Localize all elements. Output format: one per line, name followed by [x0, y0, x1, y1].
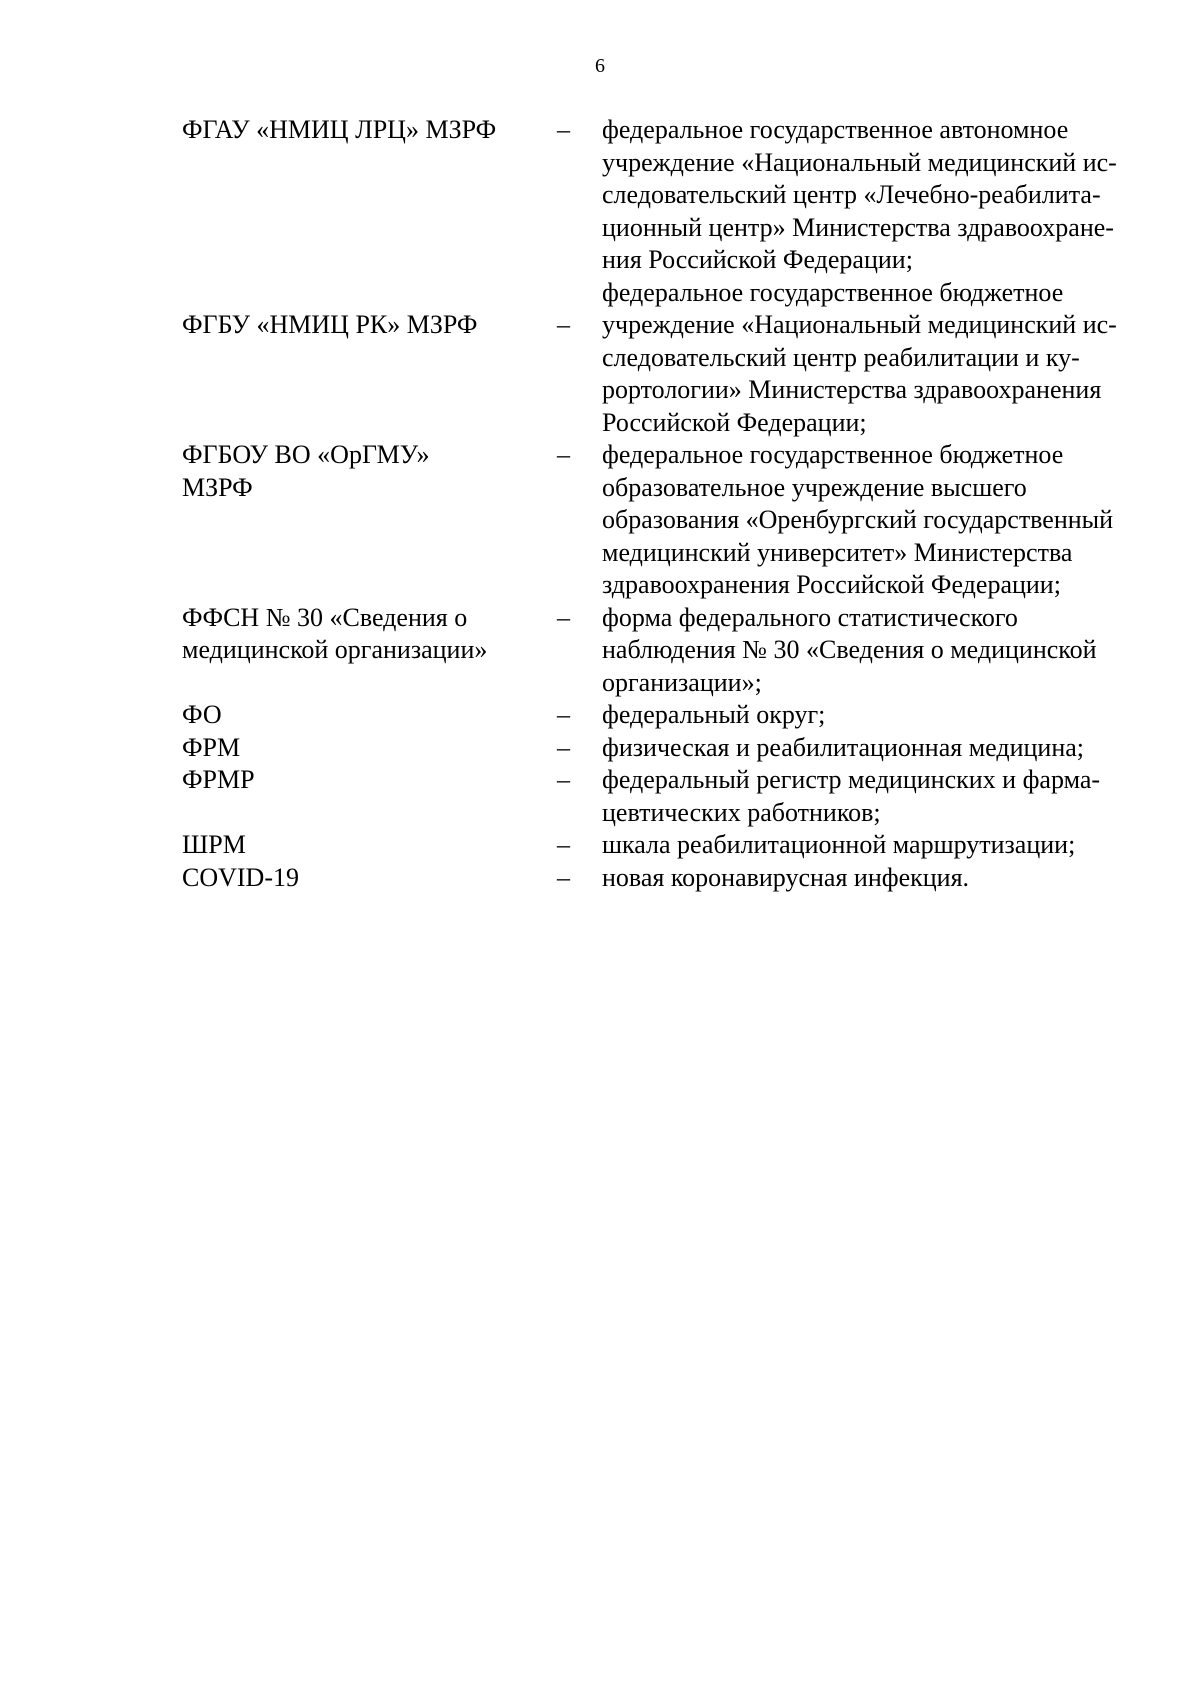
abbreviation-list [182, 114, 1167, 894]
abbreviation-term [182, 764, 552, 797]
definition-line: учреждение «Национальный медицинский ис- [602, 147, 1117, 177]
definition-line: образования «Оренбургский государственный [602, 505, 1114, 534]
abbreviation-definition [602, 114, 1167, 277]
definition-line: форма федерального статистического [602, 602, 1018, 632]
definition-line: следовательский центр «Лечебно-реабилита- [602, 180, 1101, 209]
abbreviation-term-line: медицинской организации» [182, 635, 488, 664]
abbreviation-term [182, 439, 552, 504]
abbreviation-term-line: ФРМ [182, 732, 241, 762]
dash-separator: – [557, 602, 570, 632]
abbreviation-definition [602, 699, 1167, 732]
dash-separator: – [557, 700, 570, 729]
abbreviation-entry [182, 764, 1167, 829]
abbreviation-definition [602, 829, 1167, 862]
abbreviation-term [182, 699, 552, 732]
definition-line: следовательский центр реабилитации и ку- [602, 342, 1080, 372]
definition-line: физическая и реабилитационная медицина; [602, 732, 1085, 762]
abbreviation-term-line: ФФСН № 30 «Сведения о [182, 602, 468, 632]
definition-line: ния Российской Федерации; [602, 245, 913, 274]
definition-line: медицинский университет» Министерства [602, 537, 1073, 567]
dash-separator: – [557, 732, 570, 762]
abbreviation-term-line: ФО [182, 700, 222, 729]
abbreviation-term-line: ФГАУ «НМИЦ ЛРЦ» МЗРФ [182, 115, 497, 144]
page-number: 6 [595, 55, 605, 77]
definition-line: новая коронавирусная инфекция. [602, 862, 970, 892]
definition-line: федеральный округ; [602, 700, 826, 729]
abbreviation-term-line: COVID-19 [182, 862, 299, 892]
abbreviation-entry [182, 829, 1167, 862]
abbreviation-entry [182, 602, 1167, 700]
definition-line: учреждение «Национальный медицинский ис- [602, 310, 1117, 339]
dash-separator: – [557, 115, 570, 144]
abbreviation-definition [602, 764, 1167, 829]
abbreviation-term [182, 309, 552, 342]
abbreviation-entry [182, 699, 1167, 732]
abbreviation-definition [602, 732, 1167, 765]
abbreviation-term-line: ФГБУ «НМИЦ РК» МЗРФ [182, 310, 478, 339]
definition-line: шкала реабилитационной маршрутизации; [602, 830, 1076, 859]
abbreviation-definition [602, 862, 1167, 895]
abbreviation-entry [182, 732, 1167, 765]
abbreviation-term [182, 114, 552, 147]
abbreviation-entry [182, 114, 1167, 277]
abbreviation-definition [602, 439, 1167, 602]
definition-line: организации»; [602, 667, 762, 697]
definition-line: федеральное государственное автономное [602, 115, 1069, 144]
abbreviation-term [182, 862, 552, 895]
dash-separator: – [557, 440, 570, 469]
definition-line: образовательное учреждение высшего [602, 472, 1027, 502]
abbreviation-term-line: ФРМР [182, 765, 255, 794]
dash-separator: – [557, 862, 570, 892]
abbreviation-term [182, 602, 552, 667]
definition-line: федеральное государственное бюджетное [602, 277, 1064, 307]
abbreviation-term-line: МЗРФ [182, 472, 253, 502]
definition-line: Российской Федерации; [602, 407, 867, 437]
abbreviation-entry [182, 277, 1167, 440]
abbreviation-definition [602, 602, 1167, 700]
abbreviation-term [182, 732, 552, 765]
definition-line: цевтических работников; [602, 797, 881, 827]
definition-line: федеральное государственное бюджетное [602, 440, 1064, 469]
dash-separator: – [557, 765, 570, 794]
definition-line: здравоохранения Российской Федерации; [602, 570, 1061, 599]
abbreviation-term [182, 829, 552, 862]
dash-separator: – [557, 310, 570, 339]
abbreviation-entry [182, 439, 1167, 602]
abbreviation-entry [182, 862, 1167, 895]
definition-line: наблюдения № 30 «Сведения о медицинской [602, 635, 1097, 664]
abbreviation-term-line: ФГБОУ ВО «ОрГМУ» [182, 440, 430, 469]
definition-line: ционный центр» Министерства здравоохране- [602, 212, 1114, 242]
dash-separator: – [557, 830, 570, 859]
abbreviation-definition [602, 277, 1167, 440]
abbreviation-term-line: ШРМ [182, 830, 246, 859]
definition-line: рортологии» Министерства здравоохранения [602, 375, 1102, 404]
definition-line: федеральный регистр медицинских и фарма- [602, 765, 1101, 794]
